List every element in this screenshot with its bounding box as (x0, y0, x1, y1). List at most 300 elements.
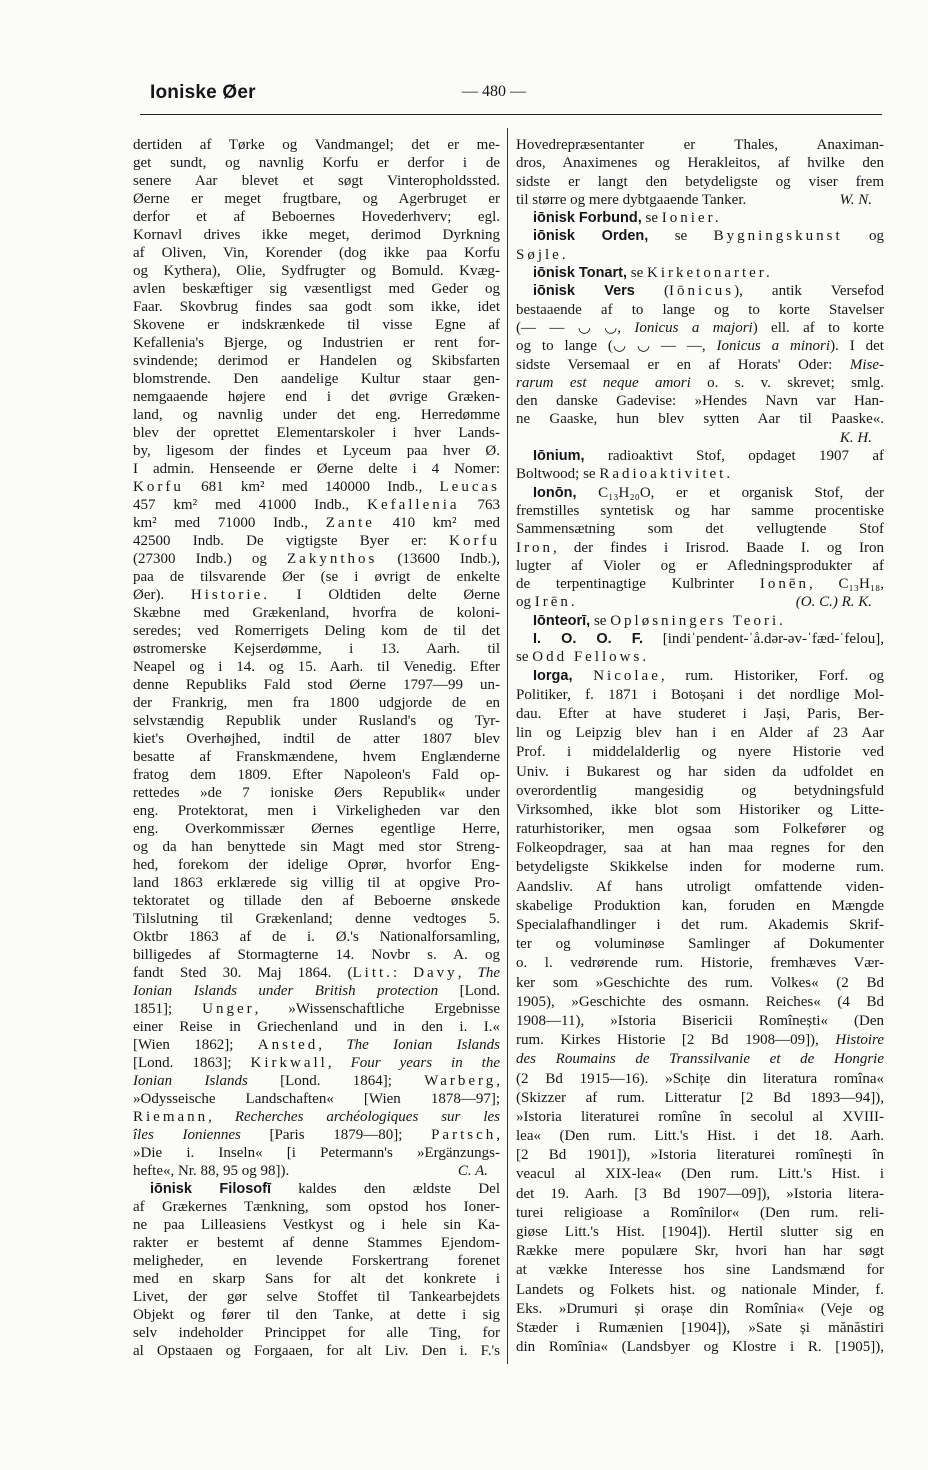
text-run: se (648, 228, 714, 245)
spaced-text: Bygningskunst (713, 228, 843, 245)
text-run: [Lond. 1863]; (133, 1055, 251, 1071)
text-run: 1851]; (133, 1001, 203, 1017)
text-line (133, 820, 500, 838)
text-run: svindende; derimod er Handelen og Skibsfarten (133, 353, 500, 369)
text-run: : (392, 965, 414, 981)
text-run: hefte«, Nr. 88, 95 og 98]). (133, 1163, 290, 1179)
text-line (133, 1234, 500, 1252)
text-line (133, 172, 500, 190)
text-line (516, 520, 884, 538)
text-line (516, 1127, 884, 1146)
spaced-text: Davy (413, 965, 458, 981)
italic-text: Four years in the (350, 1055, 500, 1071)
italic-text: Ionian Islands (133, 1073, 248, 1089)
spaced-text: Iōnicus (668, 283, 735, 300)
entry-paragraph (516, 136, 884, 209)
text-line (133, 748, 500, 766)
column-separator (507, 128, 508, 1364)
italic-text: The (477, 965, 500, 981)
text-run: seredes; ved Romerrigets Deling kom de til det (133, 623, 500, 639)
text-line (133, 730, 500, 748)
text-run: giøse Litt.'s Hist. [1904]). Hertil slutter sig en (516, 1224, 884, 1241)
text-run: lin og Leipzig blev han i en Alder af 23 Aar (516, 725, 884, 742)
author-signature: C. A. (457, 1163, 488, 1179)
text-run: dau. Efter at have studeret i Jași, Paris, Ber- (516, 705, 884, 722)
text-line (133, 676, 500, 694)
text-line (133, 550, 500, 568)
spaced-text: Historie. (190, 587, 270, 603)
text-line (516, 392, 884, 410)
entry-paragraph (516, 227, 884, 264)
text-run: 1905), »Geschichte des osmann. Reiches« (4 Bd (516, 993, 884, 1010)
text-run: overordentlig mangesidig og betydningsfuld (516, 782, 884, 799)
entry-paragraph (516, 447, 884, 484)
text-line (516, 1050, 884, 1069)
header-rule (140, 114, 882, 115)
text-line (133, 928, 500, 946)
text-run: 457 km² med 41000 Indb., (133, 497, 368, 513)
text-run: betydeligste Skikkelse inden for moderne rum. (516, 859, 884, 876)
text-line (516, 191, 884, 209)
text-line (516, 1089, 884, 1108)
text-run: se (641, 210, 662, 227)
text-line (133, 280, 500, 298)
text-run: (13600 Indb.), (377, 551, 500, 567)
headword: iōnisk Filosofī (150, 1181, 271, 1197)
text-line (516, 1185, 884, 1204)
text-run: Stæder i Rumænien [1904]), »Sate și mănăstiri (516, 1319, 884, 1336)
text-run: skabelige Produktion kan, foruden en Mængde (516, 897, 884, 914)
text-line (133, 856, 500, 874)
text-line (133, 622, 500, 640)
spaced-text: Radioaktivitet. (599, 466, 734, 483)
text-line (133, 1288, 500, 1306)
text-line (133, 586, 500, 604)
headword: iōnisk Vers (533, 283, 635, 300)
text-run: og da han benyttede sin Magt med stor Streng- (133, 839, 500, 855)
text-line (516, 1300, 884, 1319)
text-line (133, 874, 500, 892)
text-line (516, 1281, 884, 1300)
text-run: , C₁₃H₁₈, (809, 576, 884, 593)
text-line (133, 802, 500, 820)
text-run: Prof. i middelalderlig og nyere Historie ved (516, 744, 884, 761)
text-line (516, 686, 884, 705)
text-run: nemgaaende højere end i det øvrige Græken- (133, 389, 500, 405)
text-line (516, 839, 884, 858)
text-line (133, 478, 500, 496)
text-run: kiet's Overhøjhed, indtil de atter 1807 blev (133, 731, 500, 747)
text-run: Faar. Skovbrug findes saa godt som ikke, idet (133, 299, 500, 315)
author-signature: K. H. (839, 429, 872, 446)
text-line (133, 694, 500, 712)
text-line (516, 301, 884, 319)
text-run: Oktbr 1863 af de i. Ø.'s Nationalforsamling, (133, 929, 500, 945)
headword: Ionōn, (533, 484, 577, 501)
text-line (133, 1144, 500, 1162)
text-line (516, 1204, 884, 1223)
spaced-text: Korfu (449, 533, 500, 549)
text-line (516, 667, 884, 686)
text-run: Tilslutning til Grækenland; denne vedtoges 5. (133, 911, 500, 927)
text-line (133, 1072, 500, 1090)
text-line (133, 1252, 500, 1270)
italic-text: des Roumains de Transsilvanie et de Hongrie (516, 1051, 884, 1068)
text-line (516, 743, 884, 762)
text-line (516, 820, 884, 839)
text-run: sidste er langt den betydeligste og viser frem (516, 173, 884, 190)
text-run: derfor et af Beboernes Hovederhverv; egl. (133, 209, 500, 225)
spaced-text: Iron (516, 539, 553, 556)
text-run: (Skizzer af rum. Litteratur [2 Bd 1893—94]), (516, 1089, 884, 1106)
text-run: , rum. Historiker, Forf. og (660, 667, 884, 684)
text-line (133, 1216, 500, 1234)
text-line (133, 568, 500, 586)
text-run: Skovene er indskrænkede til visse Egne af (133, 317, 500, 333)
text-line (516, 209, 884, 227)
text-line (133, 946, 500, 964)
text-run: selv indeholder Princippet for alle Ting, for (133, 1325, 500, 1341)
text-line (516, 630, 884, 648)
text-run: Objekt og fører til den Tanke, at dette i sig (133, 1307, 500, 1323)
text-line (133, 658, 500, 676)
text-run: get sundt, og navnlig Korfu er derfor i de (133, 155, 500, 171)
text-run: meligheder, en levende Forskertrang forenet (133, 1253, 500, 1269)
text-run: af Grækernes Tænkning, som opstod hos Ioner- (133, 1199, 500, 1215)
right-column (516, 136, 884, 1357)
text-run: C₁₃H₂₀O, er et organisk Stof, der (576, 484, 884, 501)
text-run: land, og navnlig under det eng. Herredømme (133, 407, 500, 423)
text-run: hed, forekom der idelige Oprør, hvorfor Eng- (133, 857, 500, 873)
text-line (133, 1054, 500, 1072)
text-run: »Die i. Inseln« [i Petermann's »Ergänzungs- (133, 1145, 500, 1161)
text-line (133, 1108, 500, 1126)
text-line (516, 1319, 884, 1338)
spaced-text: Leucas (439, 479, 500, 495)
spaced-text: Odd Fellows. (532, 649, 650, 666)
text-line (516, 154, 884, 172)
text-run: (— — ◡ ◡, (516, 319, 635, 336)
italic-text: Ionicus a majori (634, 319, 753, 336)
left-column (133, 136, 500, 1360)
text-line (133, 514, 500, 532)
text-run: 681 km² med 140000 Indb., (183, 479, 440, 495)
entry-paragraph (133, 1180, 500, 1360)
text-line (516, 705, 884, 724)
text-run: billigedes af Stormagterne 14. Novbr s. A. og (133, 947, 500, 963)
text-run: , (457, 965, 478, 981)
text-line (516, 429, 884, 447)
text-run: besatte af Franskmændene, hvem Englænderne (133, 749, 500, 765)
spaced-text: Irēn. (534, 594, 578, 611)
text-line (516, 539, 884, 557)
text-line (516, 1338, 884, 1357)
text-line (133, 208, 500, 226)
text-run: af Oliven, Vin, Korender (dog ikke paa Korfu (133, 245, 500, 261)
spaced-text: Ansted (257, 1037, 319, 1053)
text-run: Univ. i Bukarest og har siden da udfoldet en (516, 763, 884, 780)
text-run: sidste Versemaal er en af Horats' Oder: (516, 356, 850, 373)
page-number: — 480 — (462, 83, 526, 100)
text-run: østromerske Kejserdømme, i 13. Aarh. til (133, 641, 500, 657)
text-run: og Kythera), Olie, Sydfrugter og Bomuld. Kvæg- (133, 263, 500, 279)
entry-paragraph (516, 264, 884, 282)
text-run: Aandsliv. Af hans utroligt omfattende viden- (516, 878, 884, 895)
headword: Iorga, (533, 667, 573, 684)
headword: I. O. O. F. (533, 631, 643, 648)
text-run: Boltwood; se (516, 466, 600, 483)
text-run: [Lond. 1864]; (247, 1073, 425, 1089)
text-line (133, 262, 500, 280)
text-run: den danske Gadevise: »Hendes Navn var Han- (516, 393, 884, 410)
text-line (516, 227, 884, 245)
text-run: , (496, 1073, 500, 1089)
text-run: avlen beskæftiger sig væsentligst med Geder og (133, 281, 500, 297)
text-line (133, 910, 500, 928)
text-line (133, 982, 500, 1000)
text-line (516, 1108, 884, 1127)
text-line (133, 1342, 500, 1360)
text-run: fremstilles syntetisk og har samme procentiske (516, 502, 884, 519)
text-line (133, 406, 500, 424)
spaced-text: Litt. (352, 965, 393, 981)
text-run: dros, Anaximenes og Herakleitos, af hvilke den (516, 155, 884, 172)
entry-paragraph (516, 667, 884, 1358)
text-run: turei religioase a Romînilor« (Den rum. reli- (516, 1204, 884, 1221)
text-line (133, 838, 500, 856)
text-run: se (516, 649, 533, 666)
text-line (516, 916, 884, 935)
author-signature: (O. C.) R. K. (795, 594, 872, 611)
text-run: rum. Kirkes Historie [2 Bd 1908—09]), (516, 1032, 836, 1049)
text-line (516, 974, 884, 993)
text-line (516, 897, 884, 916)
text-run: din Romînia« (Landsbyer og Klostre i R. [1905]), (516, 1339, 884, 1356)
text-line (516, 782, 884, 801)
text-run: einer Reise in Griechenland und in den i. I.« (133, 1019, 500, 1035)
text-run: [Wien 1862]; (133, 1037, 258, 1053)
text-run: , (496, 1127, 500, 1143)
text-line (516, 557, 884, 575)
text-run: eng. Overkommissær Øernes egentlige Herre, (133, 821, 500, 837)
text-line (133, 388, 500, 406)
text-run: og (516, 594, 535, 611)
text-run: (2 Bd 1915—16). »Schițe din literatura romîna« (516, 1070, 884, 1087)
text-run: der Frankrig, men fra 1800 udgjorde de en (133, 695, 500, 711)
text-run: Hovedrepræsentanter er Thales, Anaximan- (516, 137, 884, 153)
text-run: [indiˈpendent-ˈå.dər-əv-ˈfæd-ˈfelou], (643, 631, 884, 648)
text-run: og to lange (◡ ◡ — —, (516, 338, 717, 355)
text-line (133, 640, 500, 658)
text-run: veacul al XIX-lea« (Den rum. Litt.'s Hist. i (516, 1166, 884, 1183)
text-run: blomstrende. Den aandelige Kultur staar gen- (133, 371, 500, 387)
text-line (133, 1324, 500, 1342)
text-line (516, 1012, 884, 1031)
text-line (516, 575, 884, 593)
text-line (133, 784, 500, 802)
text-run: [Paris 1879—80]; (240, 1127, 432, 1143)
text-run: tektoratet og tillade den af Beboerne ønskede (133, 893, 500, 909)
text-line (133, 1000, 500, 1018)
text-run: 763 (459, 497, 500, 513)
text-run: selvstændig Republik under Rusland's og Tyr- (133, 713, 500, 729)
text-line (133, 1018, 500, 1036)
text-run: eng. Protektorat, men i Virkeligheden var den (133, 803, 500, 819)
entry-paragraph (516, 612, 884, 630)
text-line (133, 1126, 500, 1144)
text-run: [2 Bd 1901]), »Istoria literaturei romînești în (516, 1147, 884, 1164)
text-run: [Lond. (438, 983, 500, 999)
text-run: km² med 71000 Indb., (133, 515, 326, 531)
text-run: 42500 Indb. De vigtigste Byer er: (133, 533, 450, 549)
author-signature: W. N. (839, 191, 872, 208)
text-line (133, 352, 500, 370)
text-run: Folkeopdrager, saa at han maa regnes for den (516, 840, 884, 857)
text-line (516, 612, 884, 630)
text-line (516, 935, 884, 954)
italic-text: Mise- (849, 356, 884, 373)
text-line (516, 954, 884, 973)
text-line (516, 1070, 884, 1089)
spaced-text: Ionēn (759, 576, 809, 593)
text-line (516, 246, 884, 264)
text-line (133, 298, 500, 316)
text-run: ), antik Versefod (734, 283, 884, 300)
italic-text: rarum est neque amori (516, 374, 691, 391)
text-line (133, 244, 500, 262)
text-line (516, 858, 884, 877)
text-run: , »Wissenschaftliche Ergebnisse (254, 1001, 500, 1017)
headword: iōnisk Orden, (533, 228, 649, 245)
text-run: o. s. v. skrevet; smlg. (690, 374, 884, 391)
text-line (133, 532, 500, 550)
text-line (516, 319, 884, 337)
text-run: o. l. vedrørende rum. Historie, fremhæves Vær- (516, 955, 884, 972)
running-head-title: Ioniske Øer (150, 82, 256, 103)
text-run: al Opstaaen og Forgaaen, for alt Liv. Den i. F.'s (133, 1343, 500, 1359)
text-run: se (627, 265, 647, 282)
text-run: , (208, 1109, 235, 1125)
text-run: , (327, 1055, 351, 1071)
text-run: by, ligesom der findes et Lyceum paa hver Ø. (133, 443, 500, 459)
text-line (516, 484, 884, 502)
text-run: med en skarp Sans for alt det konkrete i (133, 1271, 500, 1287)
text-line (133, 190, 500, 208)
text-run: Række mere populære Skr, hvori han har søgt (516, 1243, 884, 1260)
italic-text: The Ionian Islands (346, 1037, 500, 1053)
text-line (133, 154, 500, 172)
text-run: land 1863 erklærede sig villig til at opgive Pro- (133, 875, 500, 891)
text-line (133, 1306, 500, 1324)
text-line (133, 460, 500, 478)
text-line (516, 993, 884, 1012)
italic-text: Ionicus a minori (716, 338, 831, 355)
spaced-text: Kirkwall (250, 1055, 328, 1071)
italic-text: îles Ioniennes (133, 1127, 241, 1143)
text-run: »Odysseische Landschaften« [Wien 1878—97]; (133, 1091, 500, 1107)
spaced-text: Warberg (424, 1073, 497, 1089)
text-run: til større og mere dybtgaaende Tanker. (516, 191, 747, 208)
text-run: rakter er bestemt af denne Stammes Ejendom- (133, 1235, 500, 1251)
text-run: blev der oprettet Elementarskoler i hver Lands- (133, 425, 500, 441)
text-run: Specialafhandlinger i det rum. Akademis Skrif- (516, 917, 884, 934)
text-run: Kefallenia's Bjerge, og Industrien er rent for- (133, 335, 500, 351)
text-run: ker som »Geschichte des rum. Volkes« (2 Bd (516, 974, 884, 991)
spaced-text: Zante (325, 515, 375, 531)
text-line (516, 1223, 884, 1242)
text-run: ( (634, 283, 669, 300)
headword: iōnisk Forbund, (533, 210, 642, 227)
text-line (516, 136, 884, 154)
text-line (133, 1036, 500, 1054)
text-run: I admin. Henseende er Øerne delte i 4 Nomer: (133, 461, 500, 477)
text-run: Landets og Folkets hist. og nationale Minder, f. (516, 1281, 884, 1298)
text-run: Livet, der gør selve Stoffet til Tankearbejdets (133, 1289, 500, 1305)
entry-paragraph (133, 136, 500, 1180)
text-run: radioaktivt Stof, opdaget 1907 af (584, 448, 884, 465)
text-run: ne paa Lilleasiens Vestkyst og i hele sin Ka- (133, 1217, 500, 1233)
text-line (133, 964, 500, 982)
text-run: paa de tilsvarende Øer (se i øvrigt de enkelte (133, 569, 500, 585)
text-run: kaldes den ældste Del (271, 1181, 500, 1197)
text-line (133, 712, 500, 730)
text-run: de terpentinagtige Kulbrinter (516, 576, 760, 593)
italic-text: Ionian Islands under British protection (133, 983, 439, 999)
text-run: Politiker, f. 1871 i Botoșani i det nordlige Mol- (516, 686, 884, 703)
entry-paragraph (516, 209, 884, 227)
text-run: 410 km² med (374, 515, 500, 531)
text-run: bestaaende af to lange og to korte Stavelser (516, 301, 884, 318)
text-run: ter og voluminøse Samlinger af Dokumenter (516, 936, 884, 953)
text-line (516, 801, 884, 820)
text-run: fratog dem 1809. Efter Napoleon's Fald op- (133, 767, 500, 783)
text-run (572, 668, 593, 684)
text-line (516, 763, 884, 782)
text-line (516, 1242, 884, 1261)
text-line (516, 173, 884, 191)
text-run: Sammensætning som det vellugtende Stof (516, 521, 884, 538)
text-run: dertiden af Tørke og Vandmangel; det er me- (133, 137, 500, 153)
text-run: (27300 Indb.) og (133, 551, 287, 567)
entry-paragraph (516, 282, 884, 447)
text-run: lugter af Violer og er Afledningsprodukter af (516, 557, 884, 574)
text-run: , der findes i Irisrod. Baade I. og Iron (553, 539, 884, 556)
text-run: ) ell. af to korte (752, 319, 884, 336)
text-line (133, 424, 500, 442)
text-run: ). I det (830, 338, 884, 355)
spaced-text: Zakynthos (287, 551, 378, 567)
spaced-text: Kefallenia (367, 497, 460, 513)
text-run: , (318, 1037, 347, 1053)
text-run: »Istoria literaturei romîne în secolul al XVIII- (516, 1108, 884, 1125)
text-line (516, 878, 884, 897)
text-run: lea« (Den rum. Litt.'s Hist. i det 18. Aarh. (516, 1128, 884, 1145)
text-run: Skæbne med Grækenland, hvorfra de koloni- (133, 605, 500, 621)
text-line (516, 374, 884, 392)
text-run: ne Gaaske, hun blev sytten Aar til Paaske«. (516, 411, 884, 428)
text-line (133, 892, 500, 910)
text-line (516, 1031, 884, 1050)
text-run: rettedes »de 7 ioniske Øers Republik« under (133, 785, 500, 801)
spaced-text: Ionier. (661, 210, 722, 227)
text-run: fandt Sted 30. Maj 1864. ( (133, 965, 353, 981)
text-run: og (842, 228, 884, 245)
headword: iōnisk Tonart, (533, 265, 627, 282)
headword: Iōnteorī, (533, 612, 591, 629)
text-line (516, 1261, 884, 1280)
text-line (133, 1162, 500, 1180)
text-run: Kornavl drives ikke meget, derimod Dyrkning (133, 227, 500, 243)
